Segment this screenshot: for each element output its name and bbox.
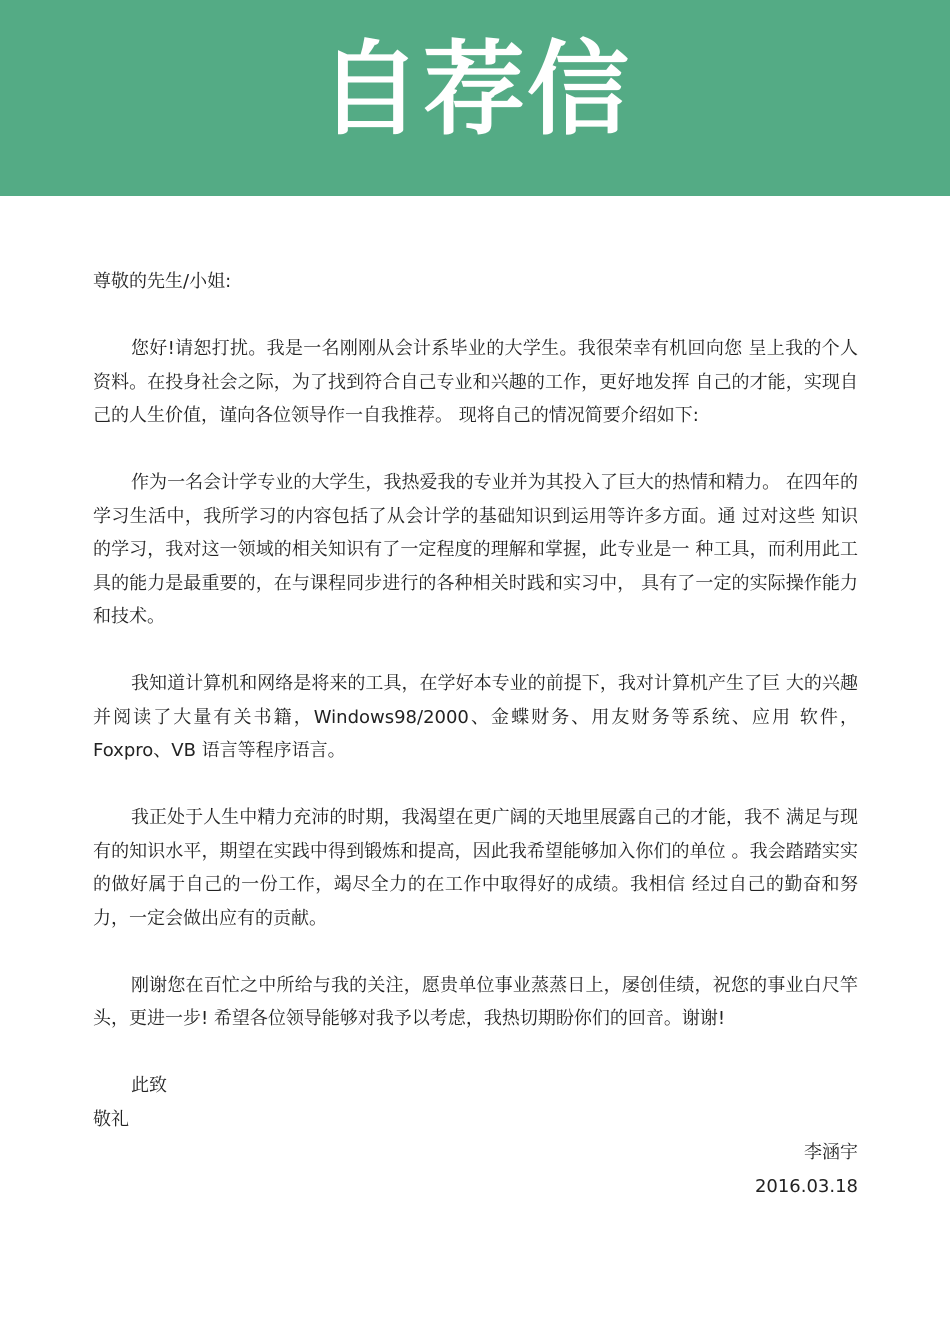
page-title: 自荐信 — [319, 31, 631, 150]
paragraph-greeting: 您好!请恕打扰。我是一名刚刚从会计系毕业的大学生。我很荣幸有机回向您 呈上我的个人资料。在投身社会之际，为了找到符合自己专业和兴趣的工作，更好地发挥 自己的才能，实现自己的人生价值，谨向各位领导作一自我推荐。 现将自己的情况简要介绍如下: — [93, 338, 858, 426]
paragraph-major: 作为一名会计学专业的大学生，我热爱我的专业并为其投入了巨大的热情和精力。 在四年的学习生活中，我所学习的内容包括了从会计学的基础知识到运用等许多方面。通 过对这些 知识的学习，我对这一领域的相关知识有了一定程度的理解和掌握，此专业是一 种工具，而利用此工具的能力是最重要的，在与课程同步进行的各种相关时践和实习中， 具有了一定的实际操作能力和技术。 — [93, 472, 858, 627]
header-banner — [0, 0, 950, 196]
closing-line: 此致 — [131, 1075, 167, 1096]
signer-name: 李涵宇 — [804, 1142, 858, 1163]
paragraph-computer-skills: 我知道计算机和网络是将来的工具，在学好本专业的前提下，我对计算机产生了巨 大的兴趣并阅读了大量有关书籍，Windows98/2000、金蝶财务、用友财务等系统、应用 软件，Foxpro、VB 语言等程序语言。 — [93, 673, 858, 761]
paragraph-aspiration: 我正处于人生中精力充沛的时期，我渴望在更广阔的天地里展露自己的才能，我不 满足与现有的知识水平，期望在实践中得到锻炼和提高，因此我希望能够加入你们的单位 。我会踏踏实实的做好属于自己的一份工作，竭尽全力的在工作中取得好的成绩。我相信 经过自己的勤奋和努力，一定会做出应有的贡献。 — [93, 807, 858, 929]
letter-body — [93, 265, 858, 1203]
salutation: 尊敬的先生/小姐: — [93, 271, 232, 292]
letter-date: 2016.03.18 — [754, 1175, 858, 1197]
regards-line: 敬礼 — [93, 1108, 129, 1130]
paragraph-thanks: 刚谢您在百忙之中所给与我的关注，愿贵单位事业蒸蒸日上，屡创佳绩，祝您的事业白尺竿头，更进一步! 希望各位领导能够对我予以考虑，我热切期盼你们的回音。谢谢! — [93, 974, 858, 1029]
